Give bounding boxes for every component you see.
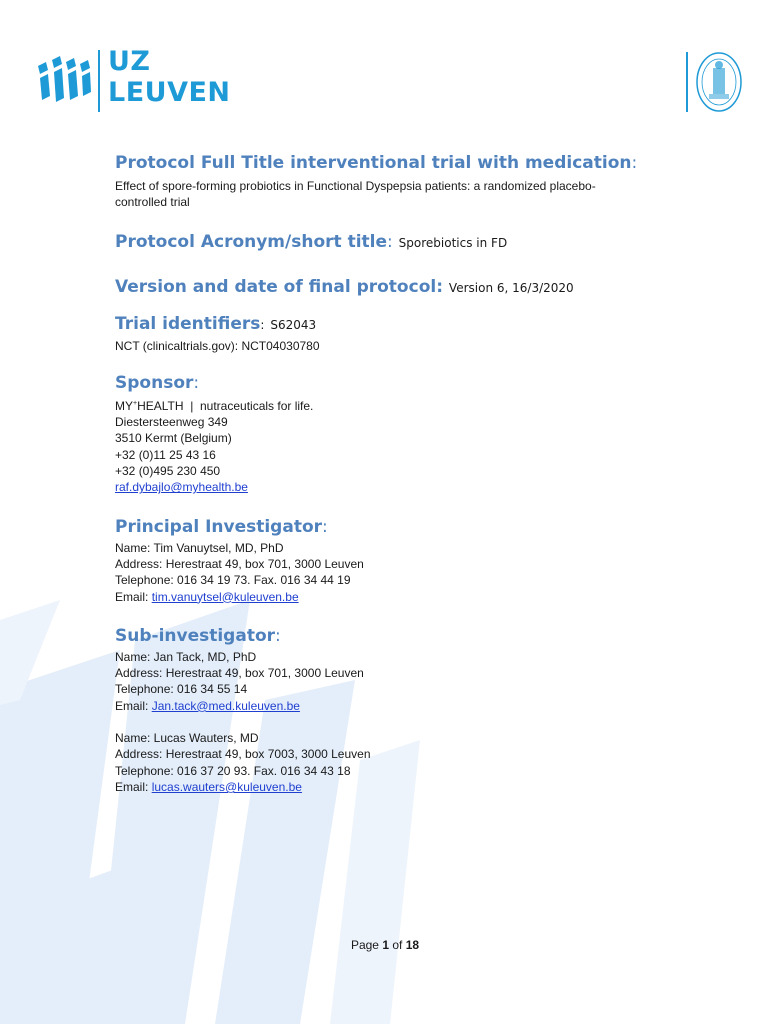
pi-address: Address: Herestraat 49, box 701, 3000 Leuven bbox=[115, 556, 364, 571]
sub2-email-row bbox=[115, 779, 675, 795]
uz-leuven-logo bbox=[36, 46, 256, 118]
sponsor-street: Diestersteenweg 349 bbox=[115, 415, 228, 430]
page-label: Page bbox=[350, 938, 383, 952]
full-title-text-1: Effect of spore-forming probiotics in Functional Dyspepsia patients: a randomized placebo- bbox=[115, 179, 596, 193]
version-label: Version and date of final protocol: bbox=[115, 276, 443, 297]
sub1-email-label: Email: bbox=[115, 698, 152, 713]
acronym-value: Sporebiotics in FD bbox=[398, 235, 508, 250]
sub1-email-link[interactable]: Jan.tack@med.kuleuven.be bbox=[151, 698, 300, 713]
logo-line-uz: UZ bbox=[108, 46, 151, 77]
sponsor-email-row bbox=[115, 479, 675, 495]
pi-heading bbox=[115, 516, 675, 538]
pi-email-row bbox=[115, 589, 675, 605]
version-heading bbox=[115, 276, 675, 299]
sponsor-name-prefix: MY bbox=[115, 398, 133, 413]
sponsor-city: 3510 Kermt (Belgium) bbox=[115, 431, 232, 446]
acronym-heading bbox=[115, 231, 675, 254]
version-value: Version 6, 16/3/2020 bbox=[448, 280, 574, 295]
sub2-phone: Telephone: 016 37 20 93. Fax. 016 34 43 18 bbox=[115, 763, 351, 778]
page-footer bbox=[0, 938, 770, 952]
sub2-email-label: Email: bbox=[115, 779, 152, 794]
sub1-phone: Telephone: 016 34 55 14 bbox=[115, 682, 248, 697]
sub2-address: Address: Herestraat 49, box 7003, 3000 Leuven bbox=[115, 747, 371, 762]
sponsor-email-link[interactable]: raf.dybajlo@myhealth.be bbox=[115, 480, 248, 495]
identifiers-value: S62043 bbox=[270, 317, 317, 332]
page-current: 1 bbox=[382, 938, 389, 952]
full-title-text-2: controlled trial bbox=[115, 195, 190, 210]
sponsor-colon: : bbox=[193, 372, 200, 393]
protocol-content bbox=[115, 150, 675, 795]
sub1-name: Name: Jan Tack, MD, PhD bbox=[115, 649, 257, 664]
pi-colon: : bbox=[322, 516, 328, 537]
logo-divider bbox=[98, 50, 100, 112]
uz-leuven-emblem-icon bbox=[36, 52, 94, 108]
sub2-email-link[interactable]: lucas.wauters@kuleuven.be bbox=[151, 779, 302, 794]
sponsor-label: Sponsor bbox=[115, 372, 194, 393]
sponsor-name-sup: + bbox=[133, 399, 138, 407]
sponsor-phone-1: +32 (0)11 25 43 16 bbox=[115, 447, 216, 462]
acronym-colon: : bbox=[387, 231, 393, 252]
seal-divider bbox=[686, 52, 688, 112]
university-seal-icon bbox=[694, 50, 744, 114]
nct-identifier: NCT (clinicaltrials.gov): NCT04030780 bbox=[115, 338, 320, 353]
identifiers-colon: : bbox=[260, 317, 265, 332]
sponsor-name bbox=[115, 396, 675, 414]
pi-phone: Telephone: 016 34 19 73. Fax. 016 34 44 19 bbox=[115, 573, 351, 588]
identifiers-heading bbox=[115, 313, 675, 336]
page-of-label: of bbox=[389, 938, 406, 952]
full-title-heading bbox=[115, 152, 675, 174]
sponsor-name-rest: HEALTH | nutraceuticals for life. bbox=[137, 398, 314, 413]
sponsor-phone-2: +32 (0)495 230 450 bbox=[115, 464, 221, 479]
pi-email-link[interactable]: tim.vanuytsel@kuleuven.be bbox=[151, 589, 299, 604]
identifiers-label: Trial identifiers bbox=[115, 313, 261, 334]
sub-investigator-colon: : bbox=[275, 625, 281, 646]
logo-wordmark bbox=[108, 46, 231, 108]
logo-line-leuven: LEUVEN bbox=[108, 77, 231, 108]
acronym-label: Protocol Acronym/short title bbox=[115, 231, 387, 252]
page-total: 18 bbox=[405, 938, 420, 952]
sub-investigator-label: Sub-investigator bbox=[115, 625, 276, 646]
pi-label: Principal Investigator bbox=[115, 516, 323, 537]
sub2-name: Name: Lucas Wauters, MD bbox=[115, 731, 259, 746]
pi-name: Name: Tim Vanuytsel, MD, PhD bbox=[115, 540, 284, 555]
full-title-colon: : bbox=[631, 153, 638, 173]
full-title-label: Protocol Full Title interventional trial with medication bbox=[115, 153, 632, 173]
sub-investigator-heading bbox=[115, 625, 675, 647]
sponsor-heading bbox=[115, 372, 675, 394]
sub1-address: Address: Herestraat 49, box 701, 3000 Leuven bbox=[115, 666, 364, 681]
pi-email-label: Email: bbox=[115, 589, 152, 604]
sub1-email-row bbox=[115, 698, 675, 714]
